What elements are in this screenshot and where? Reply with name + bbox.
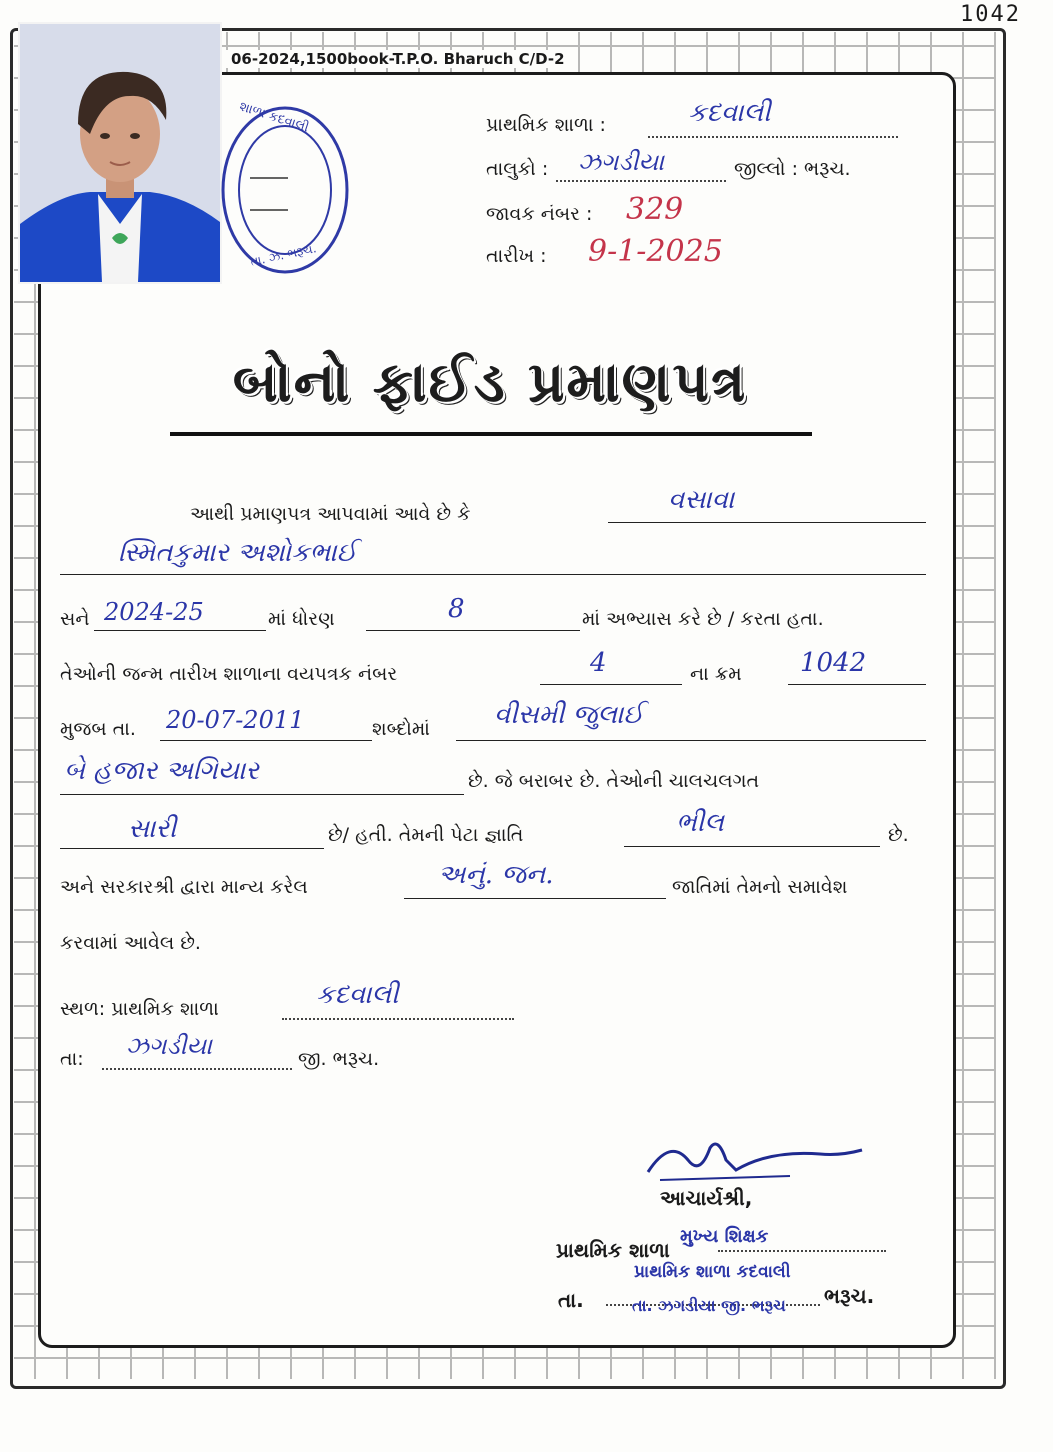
subcaste-value: ભીલ — [676, 808, 724, 838]
line9: કરવામાં આવેલ છે. — [60, 932, 201, 954]
outward-number-label: જાવક નંબર : — [486, 203, 593, 225]
line5-prefix: મુજબ તા. — [60, 718, 136, 740]
signature-school-dotline — [718, 1250, 886, 1252]
register-line — [540, 684, 682, 685]
principal-title: આચાર્યશ્રી, — [660, 1186, 753, 1210]
line4-prefix: તેઓની જન્મ તારીખ શાળાના વયપત્રક નંબર — [60, 663, 398, 685]
surname-line — [608, 522, 926, 523]
dob-words-line — [456, 740, 926, 741]
taluka-dotline — [556, 180, 726, 182]
line7-mid: છે/ હતી. તેમની પેટા જ્ઞાતિ — [328, 824, 524, 846]
conduct-line — [60, 848, 324, 849]
school-dotline — [648, 136, 898, 138]
corner-number: 1042 — [960, 2, 1021, 27]
caste-line — [404, 898, 666, 899]
line5-mid: શબ્દોમાં — [372, 718, 430, 740]
surname-value: વસાવા — [668, 485, 735, 515]
stamp-taluka: તા. ઝગડીયા જી. ભરૂચ — [632, 1296, 786, 1315]
certificate-title: બોનો ફાઈડ પ્રમાણપત્ર — [232, 350, 748, 415]
std-value: 8 — [448, 594, 465, 624]
line8-prefix: અને સરકારશ્રી દ્વારા માન્ય કરેલ — [60, 876, 308, 898]
line3-mid: માં ધોરણ — [268, 608, 335, 630]
dob-words-1: વીસમી જુલાઈ — [494, 700, 644, 730]
date-value: 9-1-2025 — [588, 234, 723, 269]
dob-words-2: બે હજાર અગિયાર — [64, 756, 259, 786]
dob-value: 20-07-2011 — [166, 706, 305, 734]
school-label: પ્રાથમિક શાળા : — [486, 114, 606, 136]
register-value: 4 — [590, 648, 607, 678]
place-value: કદવાલી — [316, 980, 399, 1010]
signature-ta-label: તા. — [558, 1288, 584, 1312]
student-photo-image — [20, 24, 220, 282]
taluka-label: તાલુકો : — [486, 158, 549, 180]
year-line — [94, 630, 266, 631]
ta-dotline — [102, 1068, 292, 1070]
conduct-value: સારી — [128, 814, 177, 844]
dob-line — [160, 740, 372, 741]
line6-mid: છે. જે બરાબર છે. તેઓની ચાલચલગત — [468, 770, 760, 792]
dob-words-2-line — [60, 794, 464, 795]
outward-number-value: 329 — [626, 192, 684, 227]
caste-value: અનું. જન. — [438, 860, 554, 890]
serial-value: 1042 — [800, 648, 867, 678]
ta-value: ઝગડીયા — [126, 1032, 212, 1060]
stamp-school: પ્રાથમિક શાળા કદવાલી — [634, 1262, 791, 1282]
name-line — [60, 574, 926, 575]
line3-prefix: સને — [60, 608, 90, 630]
body-line1-label: આથી પ્રમાણપત્ર આપવામાં આવે છે કે — [190, 503, 471, 525]
subcaste-line — [624, 846, 880, 847]
year-value: 2024-25 — [104, 598, 204, 626]
line3-suffix: માં અભ્યાસ કરે છે / કરતા હતા. — [582, 608, 824, 630]
stamp-designation: મુખ્ય શિક્ષક — [680, 1226, 769, 1247]
line4-mid: ના ક્રમ — [690, 663, 742, 685]
signature-school-label: પ્રાથમિક શાળા — [556, 1238, 670, 1262]
ta-label: તા: — [60, 1048, 84, 1070]
school-value: કદવાલી — [688, 98, 771, 128]
std-line — [366, 630, 580, 631]
school-round-stamp — [210, 98, 350, 283]
place-district: જી. ભરૂચ. — [298, 1048, 380, 1070]
stamp-bottom-text: તા. ઝ. ભરૂચ. — [249, 241, 318, 269]
serial-line — [788, 684, 926, 685]
taluka-value: ઝગડીયા — [578, 148, 664, 176]
date-label: તારીખ : — [486, 245, 547, 267]
place-dotline — [282, 1018, 514, 1020]
title-underline — [170, 432, 812, 436]
student-name-value: સ્મિતકુમાર અશોકભાઈ — [118, 538, 357, 568]
district-label: જીલ્લો : ભરૂચ. — [734, 158, 851, 180]
stamp-top-text: શાળા કદવાલી — [237, 99, 311, 136]
student-photo — [18, 22, 222, 284]
signature-district: ભરૂચ. — [824, 1284, 875, 1308]
print-line: 06-2024,1500book-T.P.O. Bharuch C/D-2 — [225, 50, 571, 68]
principal-signature — [640, 1130, 870, 1194]
line7-suffix: છે. — [888, 824, 909, 846]
place-label: સ્થળ: પ્રાથમિક શાળા — [60, 998, 219, 1020]
line8-suffix: જાતિમાં તેમનો સમાવેશ — [672, 876, 848, 898]
